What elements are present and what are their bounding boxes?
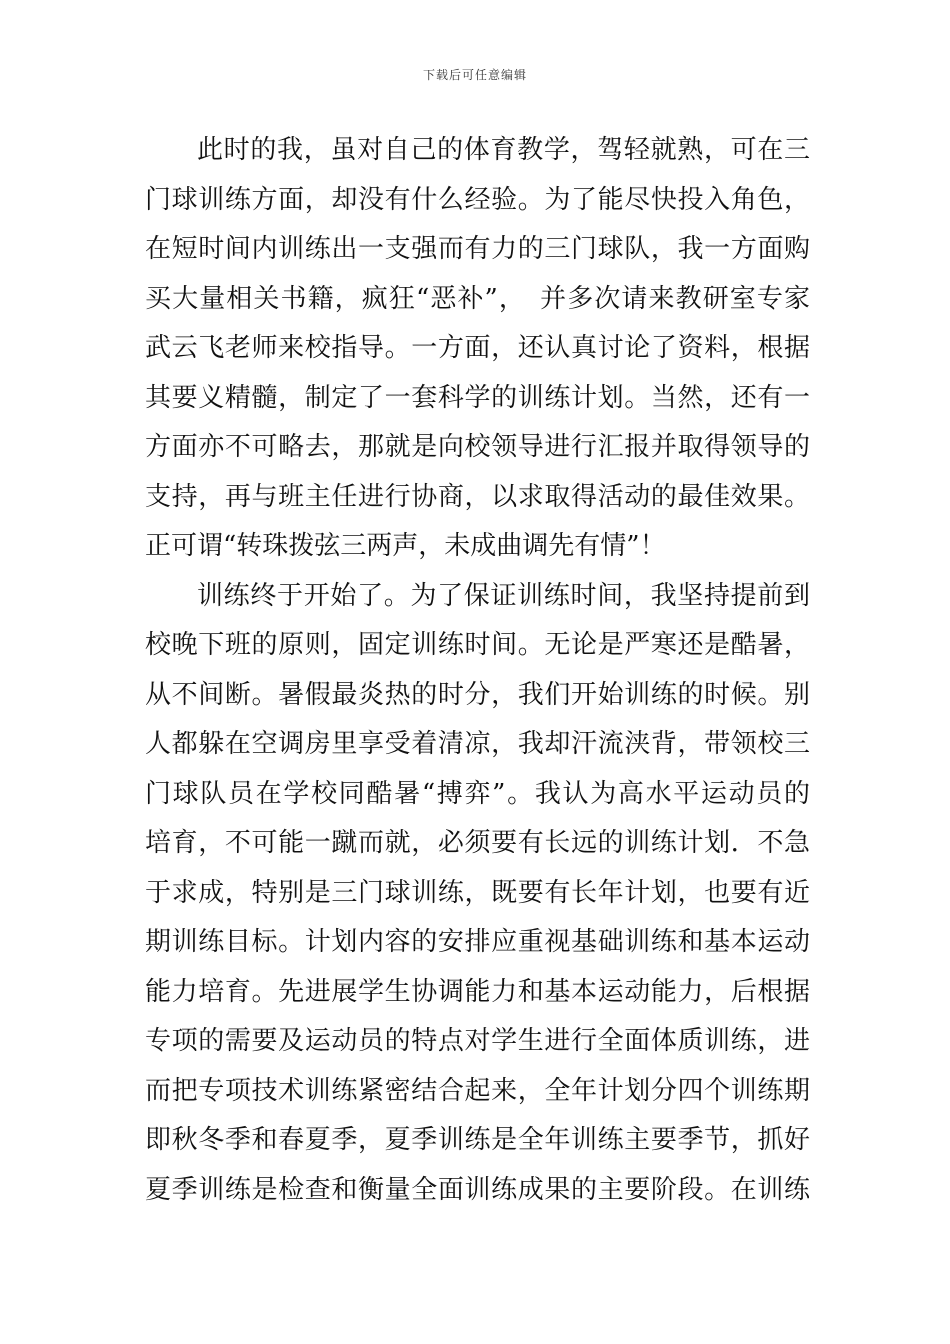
text-line: 此时的我，虽对自己的体育教学，驾轻就熟，可在三 xyxy=(197,135,810,165)
text-line: 在短时间内训练出一支强而有力的三门球队，我一方面购 xyxy=(145,234,810,264)
text-line: 人都躲在空调房里享受着清凉，我却汗流浃背，带领校三 xyxy=(145,729,810,759)
text-line: 能力培育。先进展学生协调能力和基本运动能力，后根据 xyxy=(145,976,810,1007)
paragraph-2 xyxy=(145,572,810,1216)
text-line: 武云飞老师来校指导。一方面，还认真讨论了资料，根据 xyxy=(145,333,810,363)
text-line: 买大量相关书籍，疯狂“恶补”， 并多次请来教研室专家 xyxy=(145,283,810,314)
text-line: 正可谓“转珠拨弦三两声，未成曲调先有情”！ xyxy=(145,531,666,561)
body-text xyxy=(145,126,810,1215)
text-line: 训练终于开始了。为了保证训练时间，我坚持提前到 xyxy=(197,580,810,611)
text-line: 门球训练方面，却没有什么经验。为了能尽快投入角色， xyxy=(145,184,810,215)
text-line: 其要义精髓，制定了一套科学的训练计划。当然，还有一 xyxy=(145,382,810,413)
text-line: 支持，再与班主任进行协商，以求取得活动的最佳效果。 xyxy=(145,481,810,512)
text-line: 期训练目标。计划内容的安排应重视基础训练和基本运动 xyxy=(145,927,810,957)
text-line: 方面亦不可略去，那就是向校领导进行汇报并取得领导的 xyxy=(145,432,810,462)
text-line: 门球队员在学校同酷暑“搏弈”。我认为高水平运动员的 xyxy=(145,778,810,809)
text-line: 从不间断。暑假最炎热的时分，我们开始训练的时候。别 xyxy=(145,679,810,710)
text-line: 培育，不可能一蹴而就，必须要有长远的训练计划．不急 xyxy=(145,828,810,858)
text-line: 于求成，特别是三门球训练，既要有长年计划，也要有近 xyxy=(145,877,810,908)
text-line: 而把专项技术训练紧密结合起来，全年计划分四个训练期 xyxy=(145,1075,810,1106)
text-line: 校晚下班的原则，固定训练时间。无论是严寒还是酷暑， xyxy=(145,630,810,660)
paragraph-1 xyxy=(145,126,810,572)
text-line: 即秋冬季和春夏季，夏季训练是全年训练主要季节，抓好 xyxy=(145,1125,810,1155)
text-line: 专项的需要及运动员的特点对学生进行全面体质训练，进 xyxy=(145,1026,810,1056)
header-note: 下载后可任意编辑 xyxy=(422,68,527,82)
text-line: 夏季训练是检查和衡量全面训练成果的主要阶段。在训练 xyxy=(145,1174,810,1205)
